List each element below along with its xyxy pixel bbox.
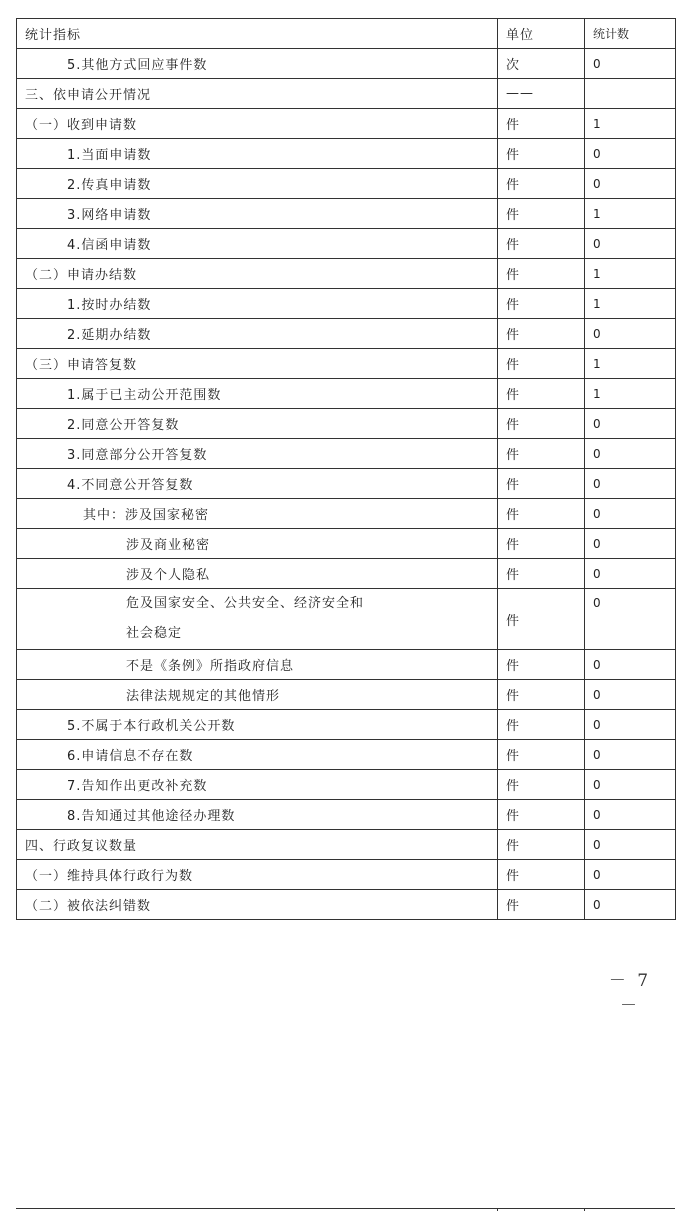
row-unit: 件 [498, 319, 585, 349]
row-value: 1 [585, 259, 676, 289]
row-unit: 件 [498, 199, 585, 229]
row-unit: 件 [498, 800, 585, 830]
row-indicator: 1.属于已主动公开范围数 [17, 379, 498, 409]
table-row [17, 710, 676, 740]
row-unit: 件 [498, 650, 585, 680]
row-indicator: （一）维持具体行政行为数 [17, 860, 498, 890]
row-indicator: 8.告知通过其他途径办理数 [17, 800, 498, 830]
table-row [17, 289, 676, 319]
row-unit: 次 [498, 49, 585, 79]
row-indicator: 2.同意公开答复数 [17, 409, 498, 439]
row-indicator: 5.其他方式回应事件数 [17, 49, 498, 79]
row-value: 1 [585, 349, 676, 379]
table-row [17, 680, 676, 710]
table-row [17, 559, 676, 589]
row-value: 0 [585, 169, 676, 199]
row-indicator: 不是《条例》所指政府信息 [17, 650, 498, 680]
table-row [17, 139, 676, 169]
row-value: 0 [585, 589, 676, 650]
row-value: 0 [585, 319, 676, 349]
row-value: 1 [585, 199, 676, 229]
row-unit: 件 [498, 589, 585, 650]
row-unit: 件 [498, 379, 585, 409]
row-value: 0 [585, 439, 676, 469]
table-row [17, 109, 676, 139]
row-value: 0 [585, 830, 676, 860]
row-indicator: 涉及个人隐私 [17, 559, 498, 589]
table-row [17, 439, 676, 469]
table-row [17, 79, 676, 109]
row-value: 0 [585, 469, 676, 499]
row-indicator: 3.网络申请数 [17, 199, 498, 229]
page-number: － 7 － [608, 971, 652, 1016]
row-value: 0 [585, 139, 676, 169]
row-value: 0 [585, 499, 676, 529]
table-row [17, 349, 676, 379]
table-row [17, 529, 676, 559]
row-indicator: 法律法规规定的其他情形 [17, 680, 498, 710]
row-indicator: 2.传真申请数 [17, 169, 498, 199]
row-indicator: 5.不属于本行政机关公开数 [17, 710, 498, 740]
table-row [17, 319, 676, 349]
row-indicator: 1.当面申请数 [17, 139, 498, 169]
table-header-row [17, 19, 676, 49]
table-row [17, 199, 676, 229]
row-indicator: 4.信函申请数 [17, 229, 498, 259]
row-unit: 件 [498, 499, 585, 529]
row-unit: 件 [498, 409, 585, 439]
row-unit: 件 [498, 469, 585, 499]
table-row [17, 860, 676, 890]
row-value: 0 [585, 49, 676, 79]
table-row [17, 169, 676, 199]
header-indicator: 统计指标 [17, 19, 498, 49]
row-value: 0 [585, 650, 676, 680]
row-value: 0 [585, 409, 676, 439]
row-indicator-multiline [17, 589, 498, 650]
row-unit: 件 [498, 559, 585, 589]
row-unit: 件 [498, 259, 585, 289]
row-unit: 件 [498, 770, 585, 800]
row-unit: 件 [498, 680, 585, 710]
row-value: 0 [585, 860, 676, 890]
row-value: 0 [585, 800, 676, 830]
row-indicator: 2.延期办结数 [17, 319, 498, 349]
row-unit: 件 [498, 439, 585, 469]
table-row [17, 770, 676, 800]
row-indicator: 其中：涉及国家秘密 [17, 499, 498, 529]
row-indicator: 3.同意部分公开答复数 [17, 439, 498, 469]
row-value: 0 [585, 890, 676, 920]
row-value: 0 [585, 529, 676, 559]
row-value: 0 [585, 710, 676, 740]
row-value: 0 [585, 559, 676, 589]
row-indicator: （二）申请办结数 [17, 259, 498, 289]
row-value: 1 [585, 379, 676, 409]
row-unit: 件 [498, 229, 585, 259]
row-value: 1 [585, 289, 676, 319]
row-indicator: 涉及商业秘密 [17, 529, 498, 559]
row-indicator: 6.申请信息不存在数 [17, 740, 498, 770]
row-value: 1 [585, 109, 676, 139]
row-indicator: 三、依申请公开情况 [17, 79, 498, 109]
row-unit: 件 [498, 169, 585, 199]
row-indicator-line: 危及国家安全、公共安全、经济安全和 [126, 596, 365, 611]
row-unit: 件 [498, 529, 585, 559]
row-value: 0 [585, 680, 676, 710]
row-value: 0 [585, 770, 676, 800]
table-row [17, 229, 676, 259]
row-unit: 件 [498, 830, 585, 860]
row-unit: —— [498, 79, 585, 109]
row-unit: 件 [498, 860, 585, 890]
row-indicator: 7.告知作出更改补充数 [17, 770, 498, 800]
row-value: 0 [585, 229, 676, 259]
table-row [17, 469, 676, 499]
table-row [17, 800, 676, 830]
table-row [17, 499, 676, 529]
header-value: 统计数 [585, 19, 676, 49]
row-indicator-line: 社会稳定 [126, 626, 183, 641]
row-unit: 件 [498, 890, 585, 920]
table-row [17, 890, 676, 920]
row-indicator: 四、行政复议数量 [17, 830, 498, 860]
row-indicator: 4.不同意公开答复数 [17, 469, 498, 499]
row-unit: 件 [498, 740, 585, 770]
table-row [17, 830, 676, 860]
row-unit: 件 [498, 349, 585, 379]
row-unit: 件 [498, 109, 585, 139]
header-unit: 单位 [498, 19, 585, 49]
table-row [17, 409, 676, 439]
row-indicator: 1.按时办结数 [17, 289, 498, 319]
table-row [17, 379, 676, 409]
row-indicator: （二）被依法纠错数 [17, 890, 498, 920]
table-row [17, 740, 676, 770]
row-indicator: （一）收到申请数 [17, 109, 498, 139]
statistics-table [16, 18, 676, 920]
table-row [17, 589, 676, 650]
row-indicator: （三）申请答复数 [17, 349, 498, 379]
table-row [17, 49, 676, 79]
row-value: 0 [585, 740, 676, 770]
row-unit: 件 [498, 710, 585, 740]
row-unit: 件 [498, 289, 585, 319]
table-row [17, 259, 676, 289]
row-unit: 件 [498, 139, 585, 169]
row-value [585, 79, 676, 109]
table-row [17, 650, 676, 680]
